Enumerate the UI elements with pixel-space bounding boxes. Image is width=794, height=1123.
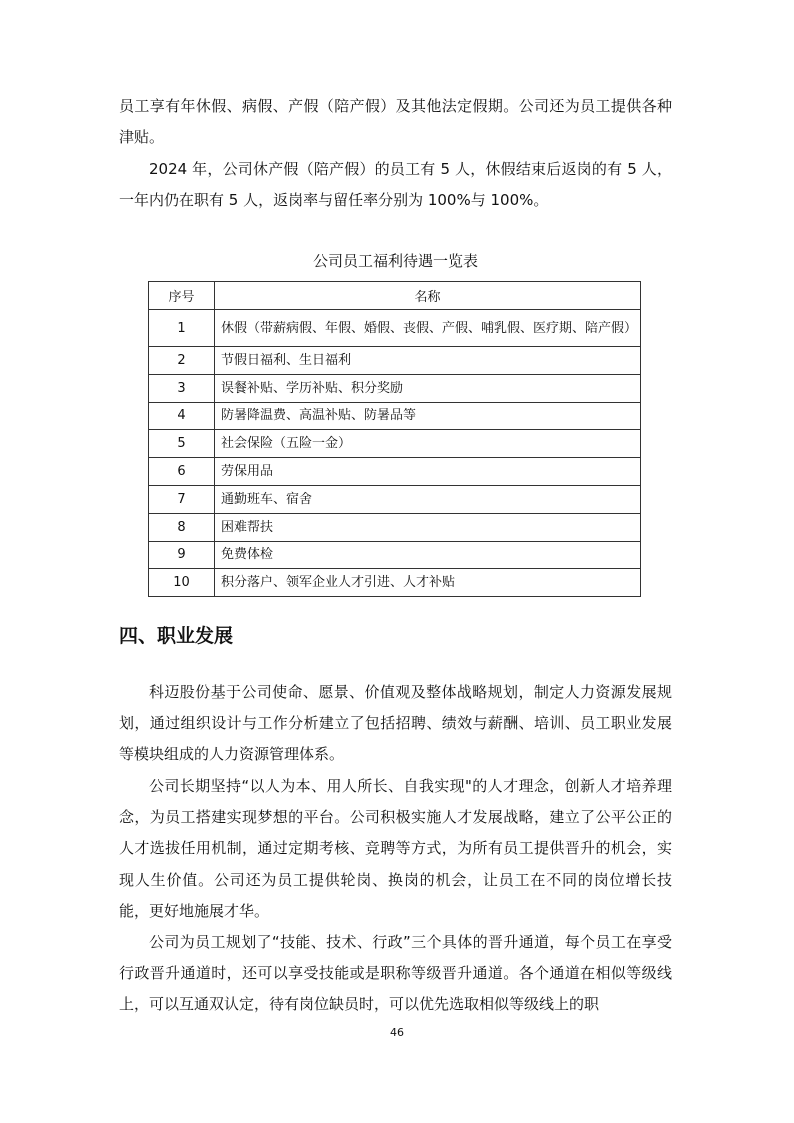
- row-name: 社会保险（五险一金）: [215, 430, 641, 458]
- row-number: 2: [149, 347, 215, 375]
- table-row: [149, 513, 641, 541]
- header-name: 名称: [215, 282, 641, 310]
- row-number: 7: [149, 485, 215, 513]
- section-heading: 四、职业发展: [119, 625, 234, 647]
- row-name: 通勤班车、宿舍: [215, 485, 641, 513]
- table-row: [149, 347, 641, 375]
- intro-paragraph-2: 2024 年，公司休产假（陪产假）的员工有 5 人，休假结束后返岗的有 5 人，一年内仍在职有 5 人，返岗率与留任率分别为 100%与 100%。: [119, 160, 672, 210]
- page-number: 46: [390, 1026, 404, 1039]
- table-row: [149, 310, 641, 347]
- table-row: [149, 458, 641, 486]
- benefits-table: [148, 281, 641, 597]
- table-row: [149, 374, 641, 402]
- header-number: 序号: [149, 282, 215, 310]
- table-row: [149, 430, 641, 458]
- row-name: 积分落户、领军企业人才引进、人才补贴: [215, 569, 641, 597]
- row-number: 5: [149, 430, 215, 458]
- row-number: 3: [149, 374, 215, 402]
- section-paragraph-2: 公司长期坚持“以人为本、用人所长、自我实现"的人才理念，创新人才培养理念，为员工搭建实现梦想的平台。公司积极实施人才发展战略，建立了公平公正的人才选拔任用机制，通过定期考核、竞聘等方式，为所有员工提供晋升的机会，实现人生价值。公司还为员工提供轮岗、换岗的机会，让员工在不同的岗位增长技能，更好地施展才华。: [119, 777, 672, 920]
- row-name: 防暑降温费、高温补贴、防暑品等: [215, 402, 641, 430]
- table-row: [149, 569, 641, 597]
- table-title: 公司员工福利待遇一览表: [312, 252, 478, 270]
- row-number: 1: [149, 310, 215, 347]
- section-paragraph-3: 公司为员工规划了“技能、技术、行政”三个具体的晋升通道，每个员工在享受行政晋升通道时，还可以享受技能或是职称等级晋升通道。各个通道在相似等级线上，可以互通双认定，待有岗位缺员时，可以优先选取相似等级线上的职: [119, 933, 672, 1014]
- table-row: [149, 541, 641, 569]
- table-row: [149, 402, 641, 430]
- intro-paragraph-1: 员工享有年休假、病假、产假（陪产假）及其他法定假期。公司还为员工提供各种津贴。: [119, 97, 672, 147]
- row-name: 劳保用品: [215, 458, 641, 486]
- row-number: 4: [149, 402, 215, 430]
- row-name: 休假（带薪病假、年假、婚假、丧假、产假、哺乳假、医疗期、陪产假）: [215, 310, 641, 347]
- row-name: 节假日福利、生日福利: [215, 347, 641, 375]
- row-number: 8: [149, 513, 215, 541]
- table-row: [149, 485, 641, 513]
- row-number: 10: [149, 569, 215, 597]
- row-number: 9: [149, 541, 215, 569]
- row-name: 免费体检: [215, 541, 641, 569]
- table-header-row: [149, 282, 641, 310]
- row-number: 6: [149, 458, 215, 486]
- section-paragraph-1: 科迈股份基于公司使命、愿景、价值观及整体战略规划，制定人力资源发展规划，通过组织设计与工作分析建立了包括招聘、绩效与薪酬、培训、员工职业发展等模块组成的人力资源管理体系。: [119, 683, 672, 764]
- row-name: 误餐补贴、学历补贴、积分奖励: [215, 374, 641, 402]
- row-name: 困难帮扶: [215, 513, 641, 541]
